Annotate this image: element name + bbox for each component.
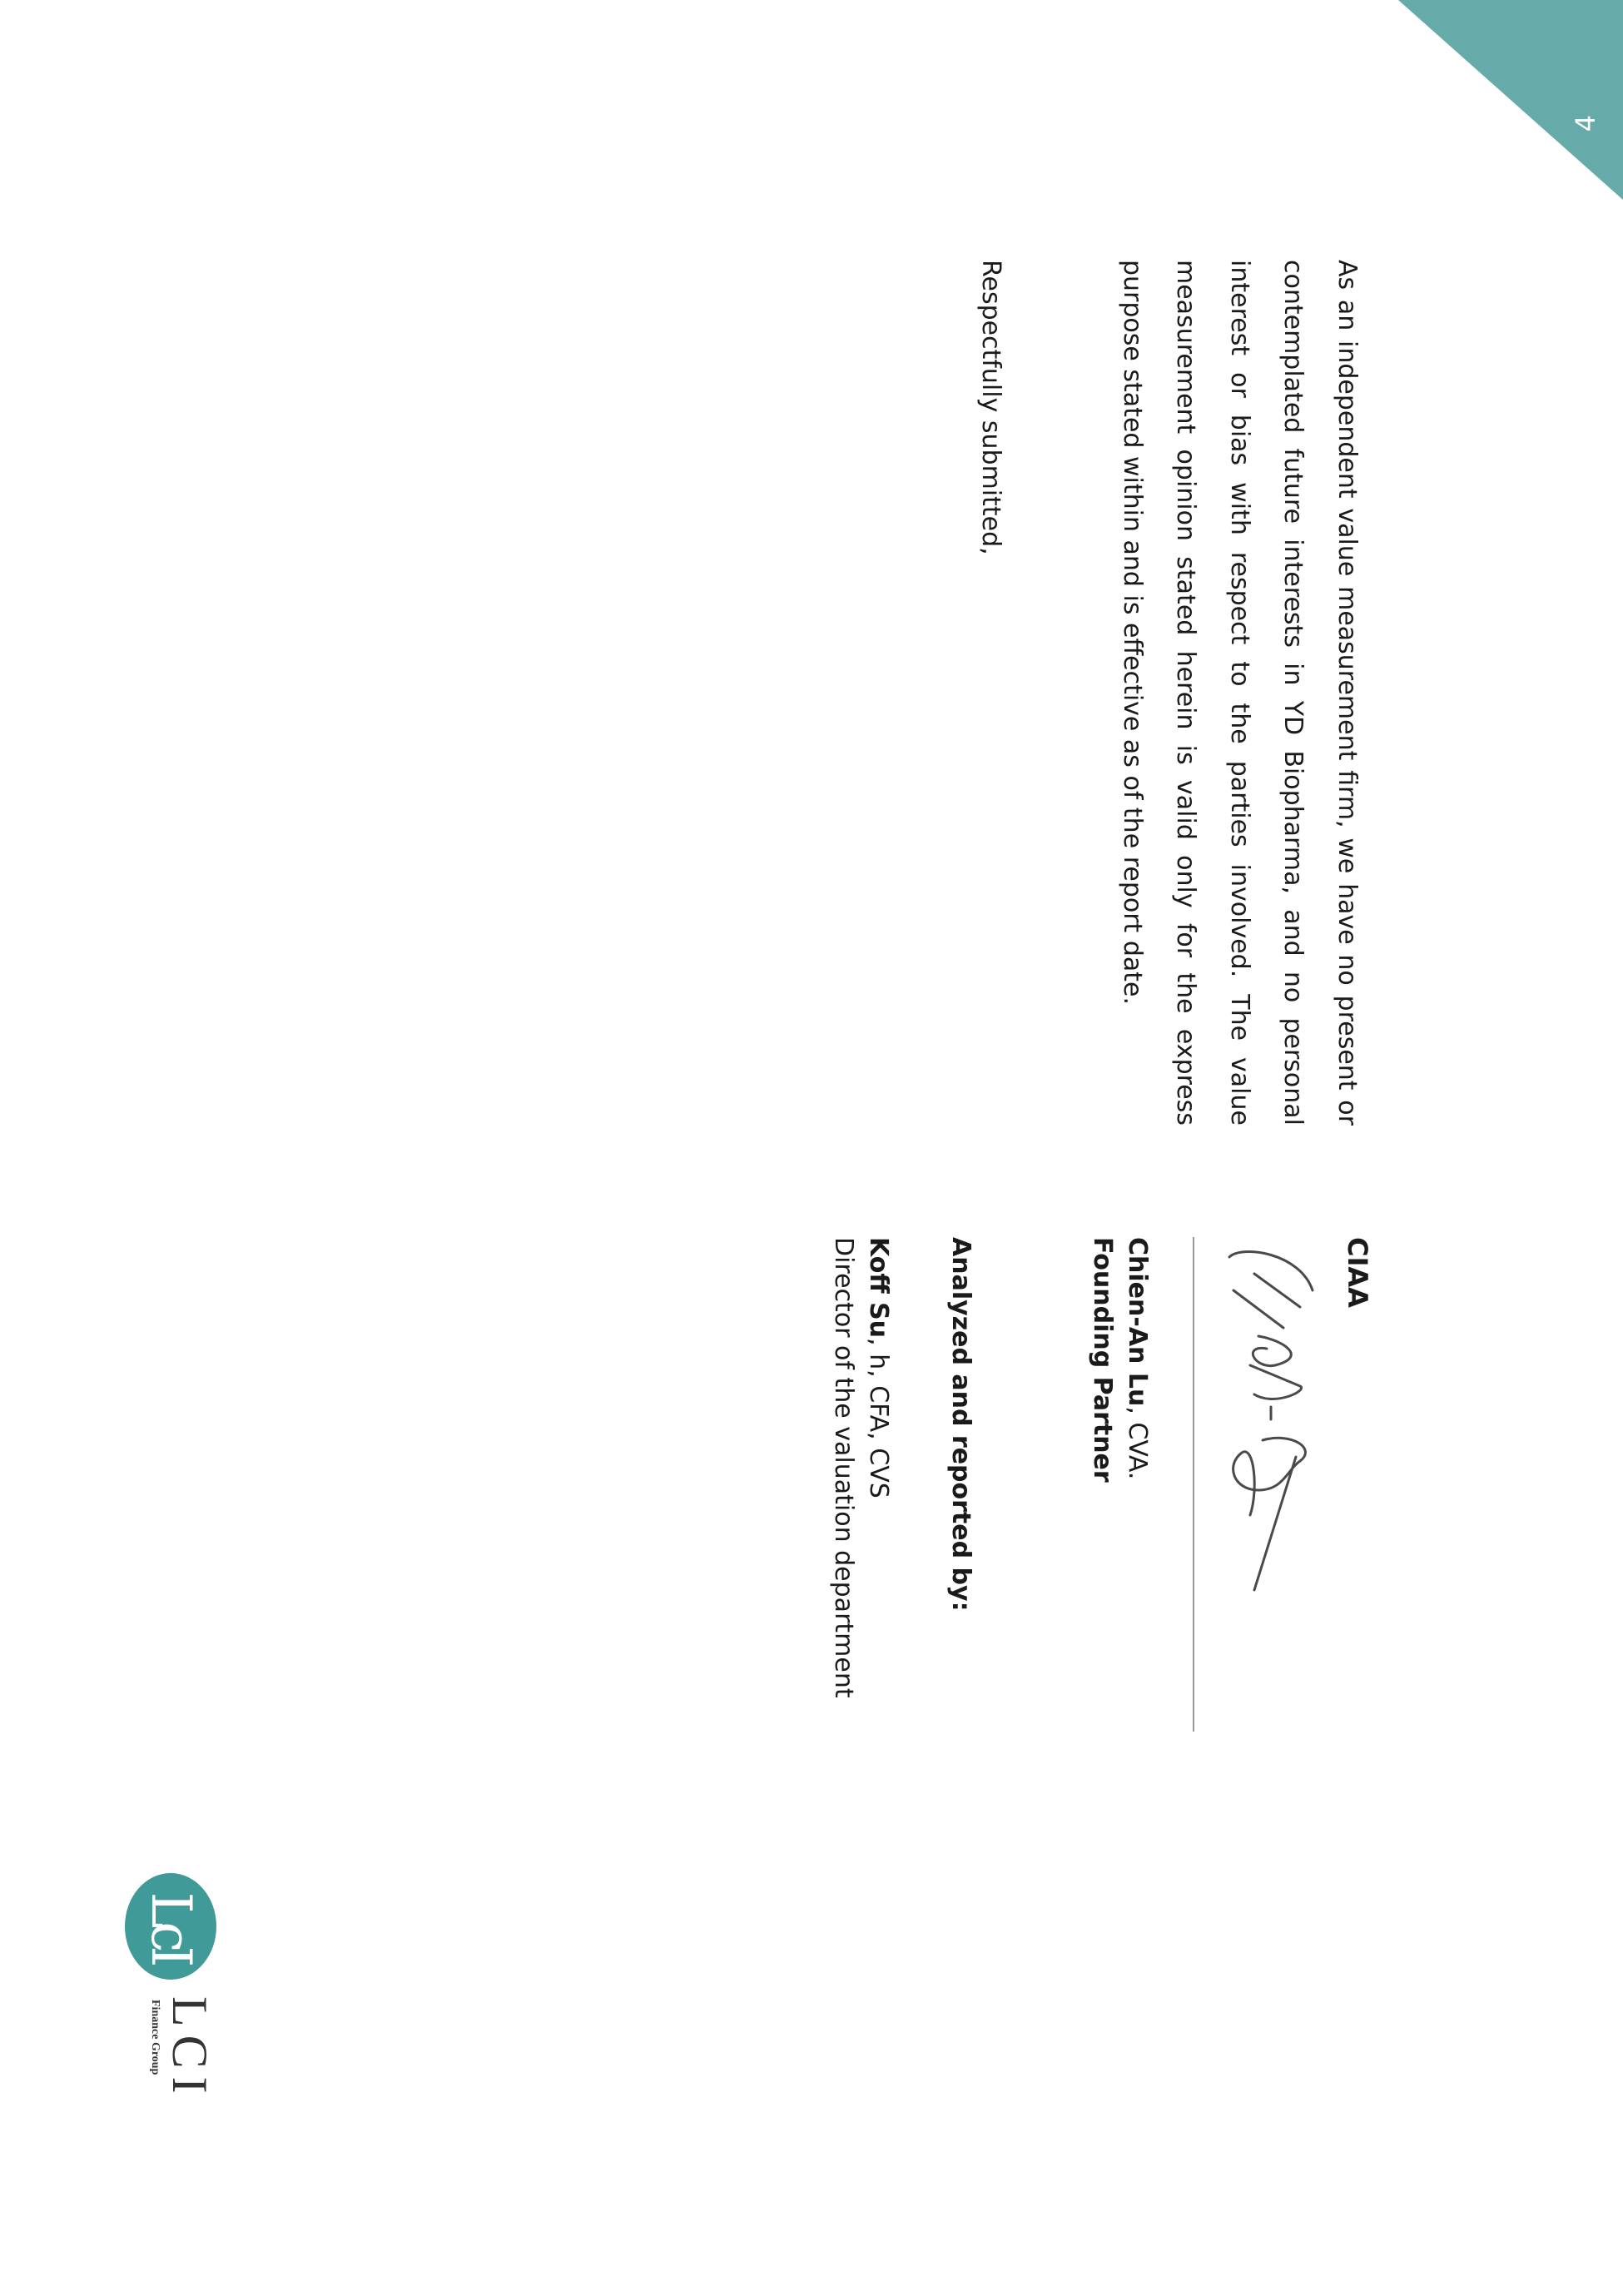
page-number: 4 — [1570, 114, 1601, 132]
signer-title: Founding Partner — [1088, 1237, 1117, 1483]
signer-credential: , CVA. — [1123, 1406, 1152, 1480]
handwritten-signature — [1200, 1240, 1333, 1607]
analyst-title: Director of the valuation department — [829, 1237, 858, 1698]
logo-subtitle: Finance Group — [149, 2000, 161, 2075]
analyst-block — [826, 1237, 896, 1698]
logo-wordmark: LCI — [162, 1996, 217, 2102]
signer-name: Chien-An Lu — [1123, 1237, 1152, 1407]
analyst-name-line — [861, 1237, 896, 1698]
company-logo — [117, 1873, 216, 2123]
closing-salutation: Respectfully submitted, — [976, 260, 1005, 555]
analyst-credentials: , h, CFA, CVS — [864, 1338, 893, 1498]
firm-name: CIAA — [1342, 1237, 1373, 1308]
independence-statement-paragraph: As an independent value measurement firm, we have no present or contemplated future interests in YD Biopharma, and no personal interest or bias with respect to the parties involved. The value measurement opinion stated herein is valid only for the express purpose stated within and is effective as of the report date. — [1118, 260, 1362, 1126]
signer-block — [1084, 1237, 1154, 1483]
corner-accent-triangle — [1398, 0, 1623, 200]
analyst-name: Koff Su — [864, 1237, 893, 1339]
signer-name-line — [1119, 1237, 1154, 1483]
analyzed-by-heading: Analyzed and reported by: — [946, 1237, 975, 1612]
signature-line — [1193, 1237, 1194, 1732]
logo-monogram: LcI — [139, 1891, 203, 1961]
